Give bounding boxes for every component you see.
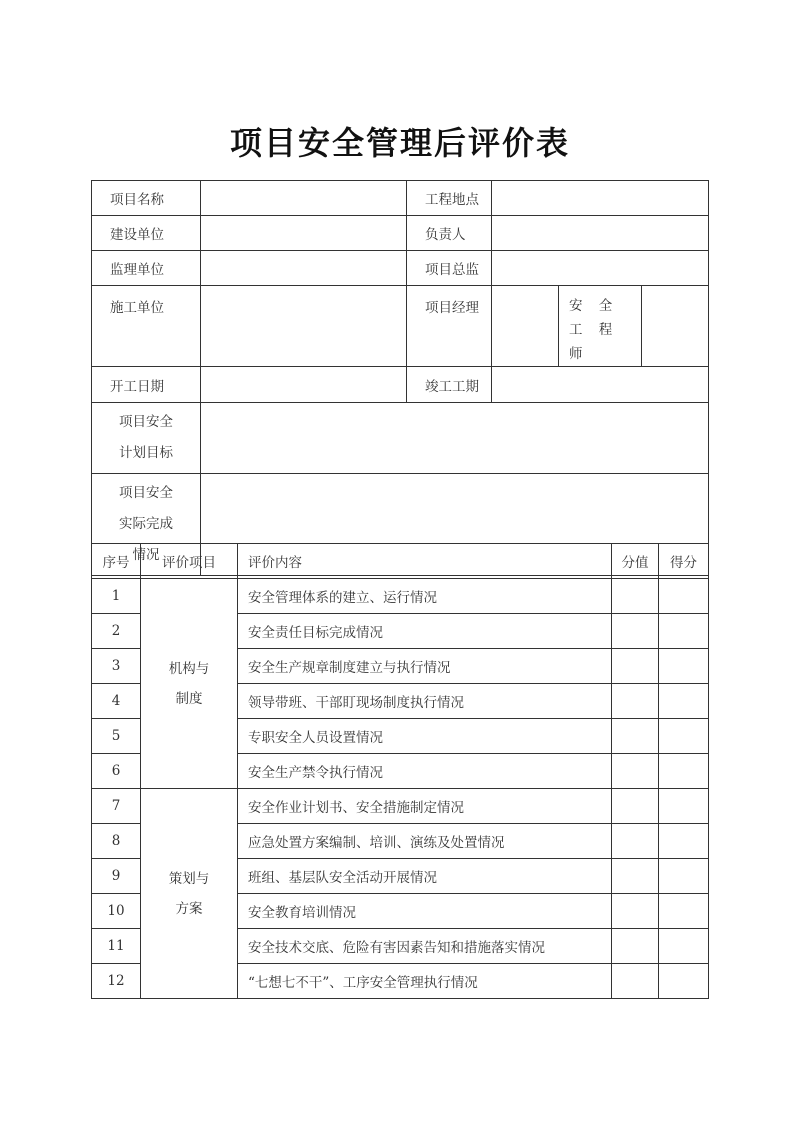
row-no: 7 <box>92 789 141 824</box>
chief-supervisor-value[interactable] <box>492 251 709 286</box>
actual-completion-line-2: 实际完成 <box>119 516 173 532</box>
row-no: 2 <box>92 614 141 649</box>
row-content: 班组、基层队安全活动开展情况 <box>238 859 612 894</box>
evaluation-table <box>91 543 709 999</box>
row-content: 安全责任目标完成情况 <box>238 614 612 649</box>
group-institution-system <box>141 579 238 789</box>
row-no: 8 <box>92 824 141 859</box>
project-manager-label: 项目经理 <box>407 286 492 367</box>
row-no: 3 <box>92 649 141 684</box>
score-cell[interactable] <box>659 579 709 614</box>
score-value-cell[interactable] <box>612 719 659 754</box>
header-item: 评价项目 <box>141 544 238 579</box>
project-location-label: 工程地点 <box>407 181 492 216</box>
responsible-person-label: 负责人 <box>407 216 492 251</box>
responsible-person-value[interactable] <box>492 216 709 251</box>
row-content: 安全作业计划书、安全措施制定情况 <box>238 789 612 824</box>
row-content: 安全生产禁令执行情况 <box>238 754 612 789</box>
score-cell[interactable] <box>659 824 709 859</box>
header-score: 得分 <box>659 544 709 579</box>
header-score-value: 分值 <box>612 544 659 579</box>
score-cell[interactable] <box>659 754 709 789</box>
safety-engineer-label: 安 全 工 程 师 <box>559 286 642 367</box>
row-content: 应急处置方案编制、培训、演练及处置情况 <box>238 824 612 859</box>
score-cell[interactable] <box>659 859 709 894</box>
group-line: 策划与 <box>168 870 210 887</box>
score-value-cell[interactable] <box>612 964 659 999</box>
safety-target-label <box>92 403 201 474</box>
safety-target-value[interactable] <box>201 403 709 474</box>
score-value-cell[interactable] <box>612 684 659 719</box>
chief-supervisor-label: 项目总监 <box>407 251 492 286</box>
table-row <box>92 789 709 824</box>
score-cell[interactable] <box>659 929 709 964</box>
score-value-cell[interactable] <box>612 894 659 929</box>
row-no: 4 <box>92 684 141 719</box>
table-row <box>92 579 709 614</box>
group-line: 方案 <box>175 900 203 917</box>
group-line: 制度 <box>175 690 203 707</box>
score-value-cell[interactable] <box>612 649 659 684</box>
row-content: 安全教育培训情况 <box>238 894 612 929</box>
header-no: 序号 <box>92 544 141 579</box>
actual-completion-line-1: 项目安全 <box>119 485 173 501</box>
row-content: “七想七不干”、工序安全管理执行情况 <box>238 964 612 999</box>
contractor-label: 施工单位 <box>92 286 201 367</box>
score-value-cell[interactable] <box>612 859 659 894</box>
score-cell[interactable] <box>659 894 709 929</box>
project-name-label: 项目名称 <box>92 181 201 216</box>
safety-target-line-1: 项目安全 <box>119 414 173 430</box>
row-content: 安全管理体系的建立、运行情况 <box>238 579 612 614</box>
score-cell[interactable] <box>659 684 709 719</box>
score-value-cell[interactable] <box>612 824 659 859</box>
row-no: 6 <box>92 754 141 789</box>
score-cell[interactable] <box>659 614 709 649</box>
actual-completion-line-3: 情况 <box>132 547 160 563</box>
score-value-cell[interactable] <box>612 579 659 614</box>
row-content: 领导带班、干部盯现场制度执行情况 <box>238 684 612 719</box>
score-cell[interactable] <box>659 649 709 684</box>
score-value-cell[interactable] <box>612 754 659 789</box>
start-date-label: 开工日期 <box>92 367 201 403</box>
construction-unit-value[interactable] <box>201 216 407 251</box>
start-date-value[interactable] <box>201 367 407 403</box>
safety-target-line-2: 计划目标 <box>119 445 173 461</box>
completion-date-label: 竣工工期 <box>407 367 492 403</box>
project-manager-value[interactable] <box>492 286 559 367</box>
contractor-value[interactable] <box>201 286 407 367</box>
score-cell[interactable] <box>659 964 709 999</box>
row-content: 专职安全人员设置情况 <box>238 719 612 754</box>
supervision-unit-value[interactable] <box>201 251 407 286</box>
row-no: 10 <box>92 894 141 929</box>
score-value-cell[interactable] <box>612 614 659 649</box>
page-title: 项目安全管理后评价表 <box>229 124 570 162</box>
row-no: 1 <box>92 579 141 614</box>
project-name-value[interactable] <box>201 181 407 216</box>
project-info-table <box>91 180 709 576</box>
row-no: 5 <box>92 719 141 754</box>
construction-unit-label: 建设单位 <box>92 216 201 251</box>
project-location-value[interactable] <box>492 181 709 216</box>
group-line: 机构与 <box>168 660 210 677</box>
header-content: 评价内容 <box>238 544 612 579</box>
group-planning-scheme <box>141 789 238 999</box>
row-no: 11 <box>92 929 141 964</box>
completion-date-value[interactable] <box>492 367 709 403</box>
score-cell[interactable] <box>659 789 709 824</box>
row-content: 安全生产规章制度建立与执行情况 <box>238 649 612 684</box>
score-cell[interactable] <box>659 719 709 754</box>
supervision-unit-label: 监理单位 <box>92 251 201 286</box>
score-value-cell[interactable] <box>612 929 659 964</box>
score-value-cell[interactable] <box>612 789 659 824</box>
row-content: 安全技术交底、危险有害因素告知和措施落实情况 <box>238 929 612 964</box>
safety-engineer-value[interactable] <box>642 286 709 367</box>
row-no: 9 <box>92 859 141 894</box>
row-no: 12 <box>92 964 141 999</box>
